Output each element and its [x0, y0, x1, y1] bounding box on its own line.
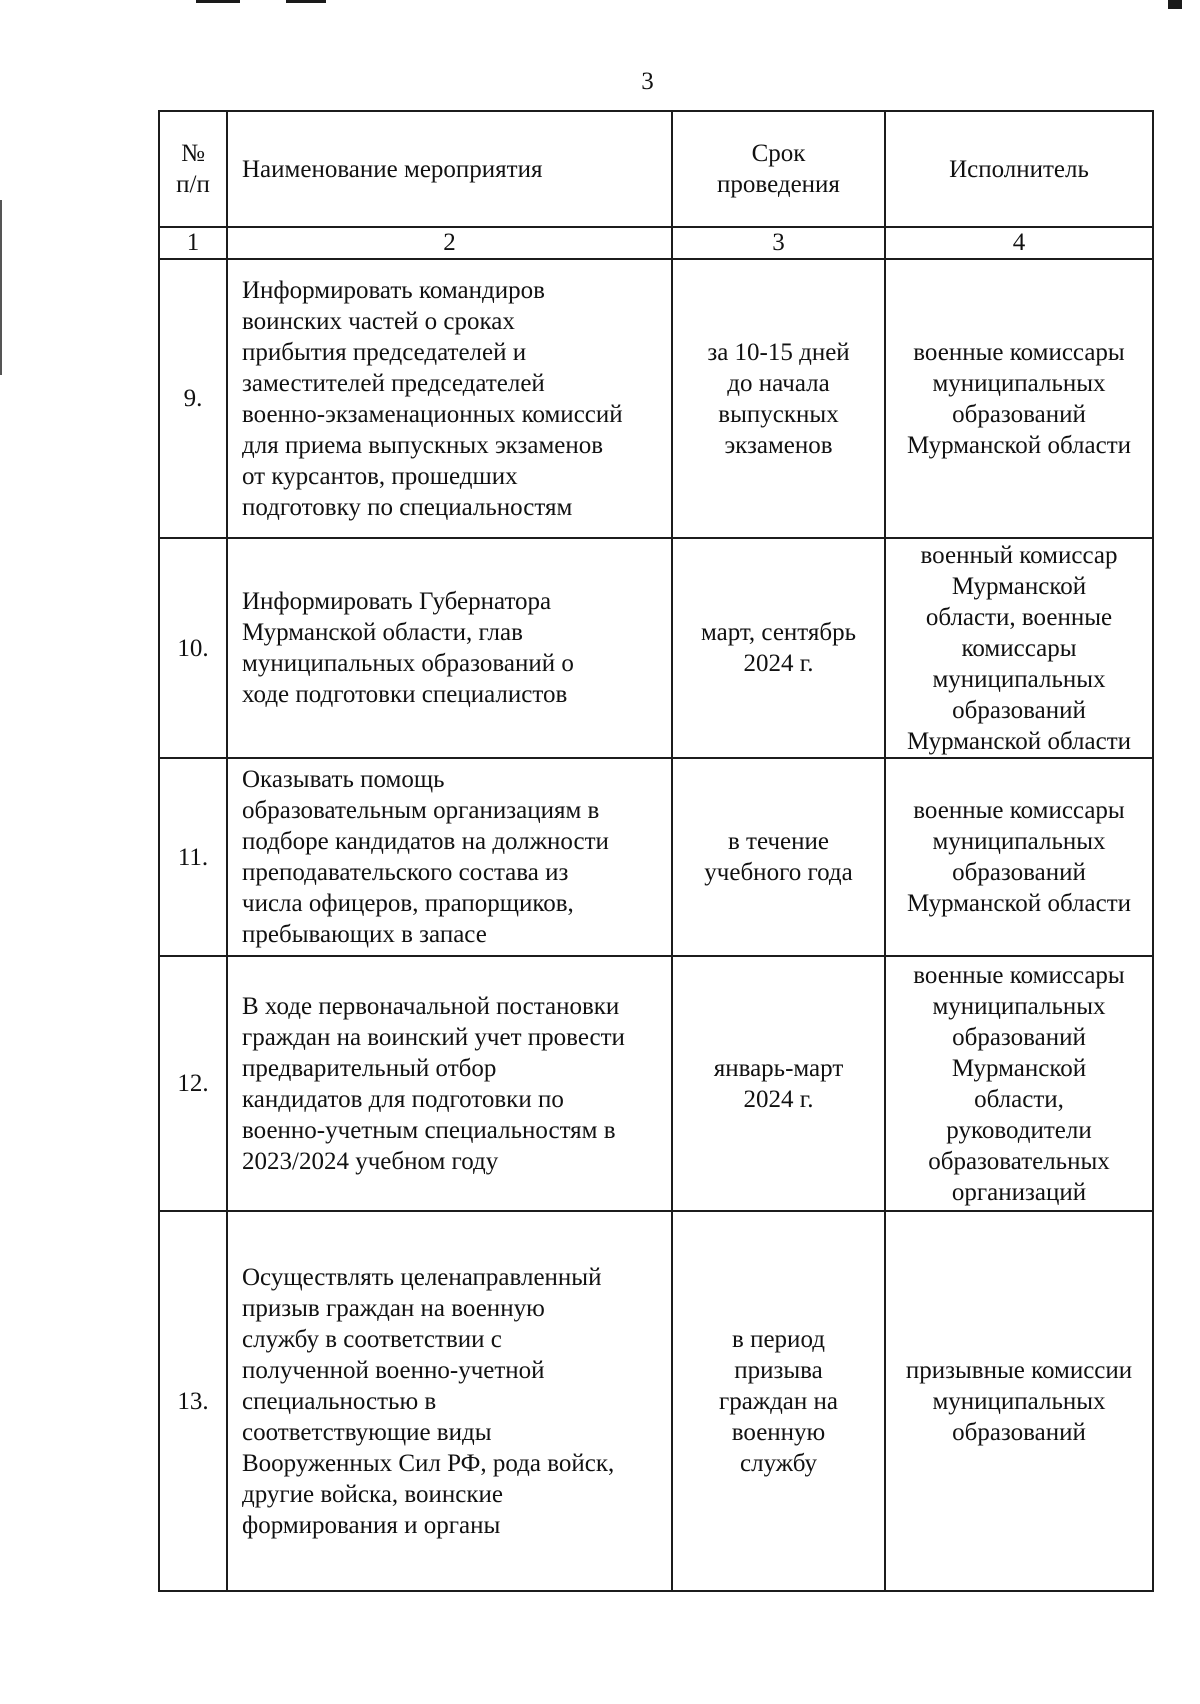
- scan-mark-top-3: [1168, 0, 1182, 9]
- row-executor: военные комиссары муниципальных образований Мурманской области, руководители образовательных организаций: [885, 956, 1153, 1211]
- row-num: 12.: [159, 956, 227, 1211]
- plan-table: [158, 110, 1154, 1592]
- table-header-row: [159, 111, 1153, 227]
- table-row: [159, 1211, 1153, 1591]
- row-name: Информировать Губернатора Мурманской области, глав муниципальных образований о ходе подготовки специалистов: [227, 538, 672, 758]
- row-term: в течение учебного года: [672, 758, 885, 956]
- row-executor: военные комиссары муниципальных образований Мурманской области: [885, 259, 1153, 538]
- table-row: [159, 259, 1153, 538]
- header-name: Наименование мероприятия: [227, 111, 672, 227]
- row-num: 13.: [159, 1211, 227, 1591]
- table-row: [159, 538, 1153, 758]
- row-name: В ходе первоначальной постановки граждан на воинский учет провести предварительный отбор кандидатов для подготовки по военно-учетным специальностям в 2023/2024 учебном году: [227, 956, 672, 1211]
- scan-mark-top-2: [286, 0, 326, 3]
- table-row: [159, 758, 1153, 956]
- table-row: [159, 956, 1153, 1211]
- header-term: Срок проведения: [672, 111, 885, 227]
- row-executor: военный комиссар Мурманской области, военные комиссары муниципальных образований Мурманской области: [885, 538, 1153, 758]
- row-name: Информировать командиров воинских частей о сроках прибытия председателей и заместителей председателей военно-экзаменационных комиссий для приема выпускных экзаменов от курсантов, прошедших подготовку по специальностям: [227, 259, 672, 538]
- column-number: 2: [227, 227, 672, 259]
- row-num: 10.: [159, 538, 227, 758]
- row-term: в период призыва граждан на военную службу: [672, 1211, 885, 1591]
- scan-mark-left: [0, 200, 2, 375]
- scan-mark-top-1: [196, 0, 240, 3]
- row-executor: военные комиссары муниципальных образований Мурманской области: [885, 758, 1153, 956]
- row-executor: призывные комиссии муниципальных образований: [885, 1211, 1153, 1591]
- row-num: 9.: [159, 259, 227, 538]
- row-name: Оказывать помощь образовательным организациям в подборе кандидатов на должности преподавательского состава из числа офицеров, прапорщиков, пребывающих в запасе: [227, 758, 672, 956]
- row-name: Осуществлять целенаправленный призыв граждан на военную службу в соответствии с полученной военно-учетной специальностью в соответствующие виды Вооруженных Сил РФ, рода войск, другие войска, воинские формирования и органы: [227, 1211, 672, 1591]
- column-number: 3: [672, 227, 885, 259]
- row-term: январь-март 2024 г.: [672, 956, 885, 1211]
- column-number: 1: [159, 227, 227, 259]
- page-number: 3: [641, 68, 654, 95]
- header-num: № п/п: [159, 111, 227, 227]
- row-num: 11.: [159, 758, 227, 956]
- column-number-row: [159, 227, 1153, 259]
- header-executor: Исполнитель: [885, 111, 1153, 227]
- row-term: за 10-15 дней до начала выпускных экзаменов: [672, 259, 885, 538]
- column-number: 4: [885, 227, 1153, 259]
- row-term: март, сентябрь 2024 г.: [672, 538, 885, 758]
